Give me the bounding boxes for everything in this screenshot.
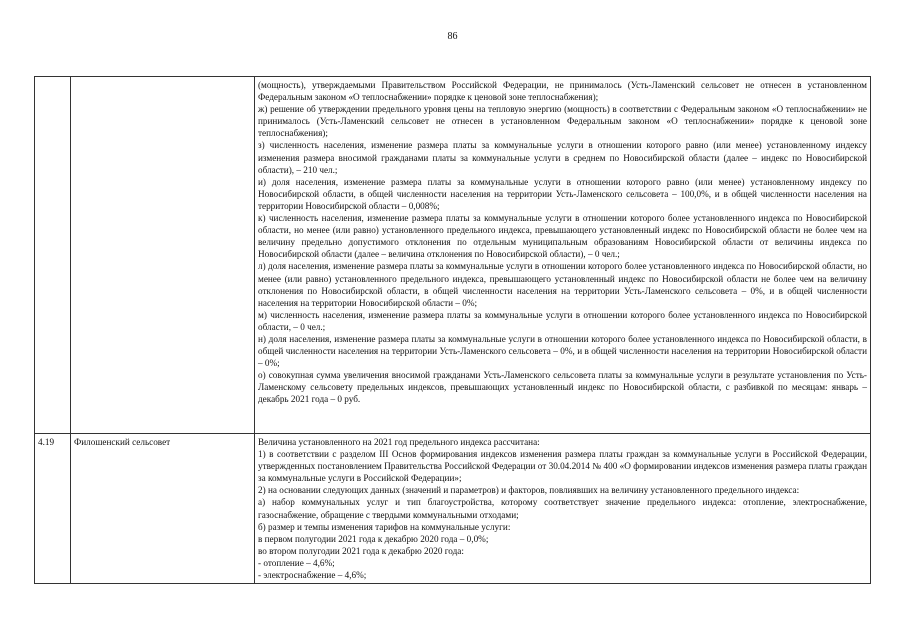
paragraph: во втором полугодии 2021 года к декабрю 2020 года:: [258, 545, 464, 556]
paragraph: н) доля населения, изменение размера платы за коммунальные услуги в отношении которого более установленного индекса по Новосибирской области, в общей численности населения на территории Усть-Ламенского сельсовета – 0%, и в общей численности населения на территории Новосибирской области – 0%;: [258, 333, 867, 369]
paragraph: б) размер и темпы изменения тарифов на коммунальные услуги:: [258, 521, 511, 532]
paragraph: з) численность населения, изменение размера платы за коммунальные услуги в отношении которого равно (или менее) установленному индексу изменения размера вносимой гражданами платы за коммунальные услуги в среднем по Новосибирской области (далее – индекс по Новосибирской области), – 210 чел.;: [258, 140, 867, 175]
tariff-table: [34, 76, 871, 584]
paragraph: ж) решение об утверждении предельного уровня цены на тепловую энергию (мощность) в соответствии с Федеральным законом «О теплоснабжении» не принималось (Усть-Ламенский сельсовет не отнесен в установленном Федеральным законом «О теплоснабжении» порядке к ценовой зоне теплоснабжения);: [258, 104, 867, 139]
paragraph: 2) на основании следующих данных (значений и параметров) и факторов, повлиявших на величину установленного предельного индекса:: [258, 485, 800, 496]
paragraph: о) совокупная сумма увеличения вносимой гражданами Усть-Ламенского сельсовета платы за коммунальные услуги в результате установления по Усть-Ламенскому сельсовету предельных индексов, превышающих установленный индекс по Новосибирской области, с разбивкой по месяцам: январь – декабрь 2021 года – 0 руб.: [258, 370, 867, 405]
paragraph: а) набор коммунальных услуг и тип благоустройства, которому соответствует значение предельного индекса: отопление, электроснабжение, газоснабжение, обращение с твердыми коммунальными отходами;: [258, 497, 867, 520]
paragraph: в первом полугодии 2021 года к декабрю 2020 года – 0,0%;: [258, 533, 489, 544]
paragraph: и) доля населения, изменение размера платы за коммунальные услуги в отношении которого равно (или менее) установленному индексу по Новосибирской области, в общей численности населения на территории Усть-Ламенского сельсовета – 100,0%, и в общей численности населения на территории Новосибирской области – 0,008%;: [258, 176, 867, 211]
description-cell: [255, 434, 871, 584]
paragraph: - электроснабжение – 4,6%;: [258, 570, 367, 581]
paragraph: м) численность населения, изменение размера платы за коммунальные услуги в отношении которого более установленного индекса по Новосибирской области, – 0 чел.;: [258, 309, 867, 332]
paragraph: к) численность населения, изменение размера платы за коммунальные услуги в отношении которого более установленного индекса по Новосибирской области, но менее (или равно) установленного предельного индекса, превышающего установленный индекс по Новосибирской области не более чем на величину предельно допустимого отклонения по отдельным муниципальным образованиям Новосибирской области от величины индекса по Новосибирской области (далее – величина отклонения по Новосибирской области), – 0 чел.;: [258, 213, 867, 260]
table-row: [35, 77, 871, 434]
paragraph: 1) в соответствии с разделом III Основ формирования индексов изменения размера платы граждан за коммунальные услуги в Российской Федерации, утвержденных постановлением Правительства Российской Федерации от 30.04.2014 № 400 «О формировании индексов изменения размера платы граждан за коммунальные услуги в Российской Федерации»;: [258, 449, 867, 484]
municipality-name-cell: Филошенский сельсовет: [71, 434, 255, 584]
paragraph: - отопление – 4,6%;: [258, 557, 335, 568]
row-number-cell: 4.19: [35, 434, 71, 584]
description-cell: [255, 77, 871, 434]
municipality-name-cell: [71, 77, 255, 434]
paragraph: (мощность), утверждаемыми Правительством Российской Федерации, не принималось (Усть-Ламенский сельсовет не отнесен в установленном Федеральным законом «О теплоснабжении» порядке к ценовой зоне теплоснабжения);: [258, 80, 867, 103]
paragraph: Величина установленного на 2021 год предельного индекса рассчитана:: [258, 437, 540, 447]
row-number-cell: [35, 77, 71, 434]
paragraph: л) доля населения, изменение размера платы за коммунальные услуги в отношении которого более установленного индекса по Новосибирской области, но менее (или равно) установленного предельного индекса, превышающего установленный индекс по Новосибирской области не более чем на величину отклонения по Новосибирской области, в общей численности населения на территории Усть-Ламенского сельсовета – 0%, и в общей численности населения на территории Новосибирской области – 0%;: [258, 261, 867, 308]
page-number: 86: [447, 31, 458, 42]
table-row: [35, 434, 871, 584]
